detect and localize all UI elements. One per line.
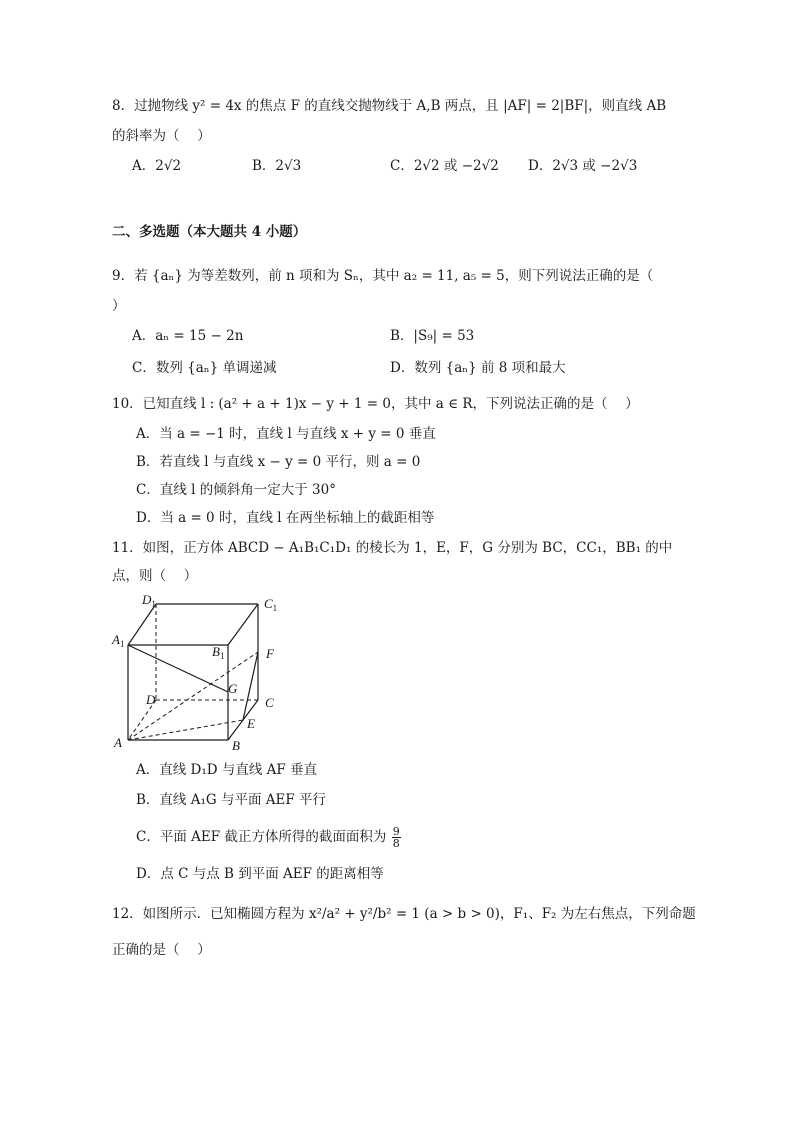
label-b: B <box>232 738 240 753</box>
label-f: F <box>266 646 274 661</box>
q9-line2: ） <box>112 298 126 314</box>
q11-option-c <box>136 826 402 849</box>
q9-option-c: C．数列 {aₙ} 单调递减 <box>132 360 277 376</box>
q9-option-a: A．aₙ = 15 − 2n <box>132 328 244 344</box>
q11-option-c-text: C．平面 AEF 截正方体所得的截面面积为 <box>136 829 387 845</box>
q10-option-a: A．当 a = −1 时，直线 l 与直线 x + y = 0 垂直 <box>136 426 436 442</box>
line-a-e <box>128 720 243 740</box>
fraction-nine-eighths <box>392 826 401 849</box>
label-c1: $C_1$ <box>264 596 278 613</box>
fraction-numerator: 9 <box>392 825 400 838</box>
label-g: G <box>228 681 238 696</box>
q8-option-b: B．2√3 <box>252 158 302 174</box>
q8-option-a: A．2√2 <box>132 158 182 174</box>
q11-option-b: B．直线 A₁G 与平面 AEF 平行 <box>136 792 327 808</box>
label-a1: $A_1$ <box>112 632 125 649</box>
q10-option-b: B．若直线 l 与直线 x − y = 0 平行，则 a = 0 <box>136 454 421 470</box>
edge-a1-d1 <box>128 604 156 645</box>
label-a: A <box>114 735 122 750</box>
cube-figure <box>108 590 308 755</box>
label-c: C <box>265 695 274 710</box>
q11-option-d: D．点 C 与点 B 到平面 AEF 的距离相等 <box>136 866 384 882</box>
q11-line2: 点，则（ ） <box>112 568 198 584</box>
q12-line1: 12．如图所示．已知椭圆方程为 x²/a² + y²/b² = 1 (a > b > 0)，F₁、F₂ 为左右焦点，下列命题 <box>112 906 696 922</box>
fraction-denominator: 8 <box>392 837 400 850</box>
edge-c1-b1 <box>228 604 258 645</box>
q9-line1: 9．若 {aₙ} 为等差数列，前 n 项和为 Sₙ，其中 a₂ = 11, a₅ = 5，则下列说法正确的是（ <box>112 268 654 284</box>
q11-option-a: A．直线 D₁D 与直线 AF 垂直 <box>136 762 318 778</box>
label-d: D <box>146 692 156 707</box>
q10-option-c: C．直线 l 的倾斜角一定大于 30° <box>136 482 336 498</box>
q8-option-d: D．2√3 或 −2√3 <box>528 158 638 174</box>
label-e: E <box>247 716 255 731</box>
q12-line2: 正确的是（ ） <box>112 942 211 958</box>
q9-option-b: B．|S₉| = 53 <box>390 328 475 344</box>
label-d1: $D_1$ <box>142 592 156 609</box>
q9-option-d: D．数列 {aₙ} 前 8 项和最大 <box>390 360 566 376</box>
q8-option-c: C．2√2 或 −2√2 <box>390 158 499 174</box>
q10-option-d: D．当 a = 0 时，直线 l 在两坐标轴上的截距相等 <box>136 510 435 526</box>
label-b1: $B_1$ <box>212 644 225 661</box>
q8-line2: 的斜率为（ ） <box>112 128 211 144</box>
q10-line1: 10．已知直线 l : (a² + a + 1)x − y + 1 = 0，其中 a ∈ R，下列说法正确的是（ ） <box>112 396 639 412</box>
q8-line1: 8．过抛物线 y² = 4x 的焦点 F 的直线交抛物线于 A,B 两点，且 |AF| = 2|BF|，则直线 AB <box>112 98 667 114</box>
section-heading-multiple-choice: 二、多选题（本大题共 4 小题） <box>112 224 307 240</box>
q11-line1: 11．如图，正方体 ABCD − A₁B₁C₁D₁ 的棱长为 1，E，F，G 分别为 BC，CC₁，BB₁ 的中 <box>112 540 673 556</box>
